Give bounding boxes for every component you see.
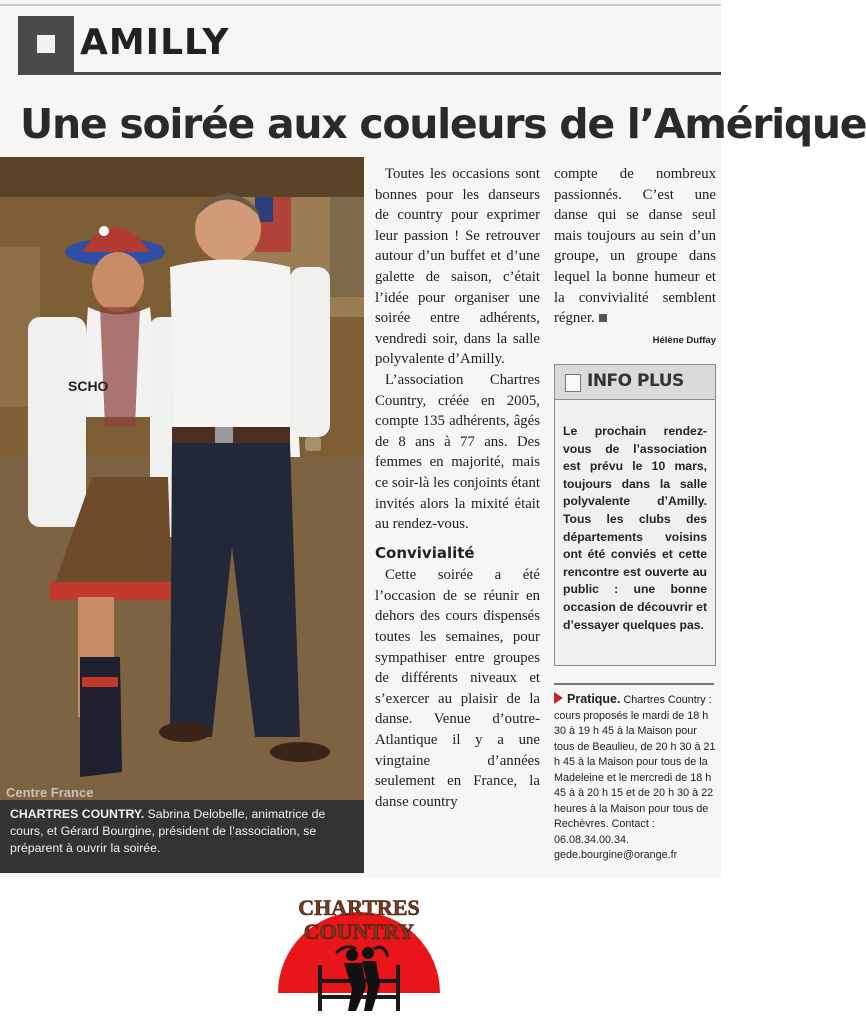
article-paragraph-2: L’association Chartres Country, créée en 2005, compte 135 adhérents, âgés de 8 ans à 77 ans. Des femmes en majorité, mais ce soir-là les conjoints étant invités alors la mixité était au rendez-vous. (375, 371, 540, 533)
photo-watermark: Centre France (6, 785, 94, 800)
pratique-text: Chartres Country : cours proposés le mardi de 18 h 30 à 19 h 45 à la Maison pour tous de Beaulieu, de 20 h 30 à 21 h 45 à la Maison pour tous de la Madeleine et le mercredi de 18 h 45 à à 20 h 15 et de 20 h 30 à 22 heures à la Maison pour tous de Rechèvres. Contact : 06.08.34.00.34. gede.bourgine@orange.fr (554, 694, 716, 861)
headline: Une soirée aux couleurs de l’Amérique (20, 100, 866, 148)
info-square-icon (565, 374, 581, 392)
caption-title: CHARTRES COUNTRY. (10, 807, 145, 821)
article-column-2 (554, 164, 716, 351)
article-author: Hélène Duffay (652, 334, 716, 346)
pratique-label: Pratique. (567, 692, 621, 706)
photo-illustration (0, 157, 364, 800)
article-paragraph-1: Toutes les occasions sont bonnes pour les danseurs de country pour exprimer leur passion ! Se retrouver autour d’un buffet et d’une galette de saison, c’était l’idée pour organiser une soirée entre adhérents, vendredi soir, dans la salle polyvalente d’Amilly. (375, 166, 540, 368)
article-subhead: Convivialité (375, 543, 475, 562)
article-photo (0, 157, 364, 800)
pratique-block (554, 692, 716, 864)
end-mark-icon (599, 314, 607, 322)
section-header (18, 16, 721, 74)
logo-line-1: CHARTRES (298, 895, 420, 920)
article-paragraph-4: compte de nombreux passionnés. C’est une danse qui se danse seul mais toujours au sein d’un groupe, un groupe dans lequel la bonne humeur et la convivialité semblent régner. (554, 166, 716, 327)
article-column-1 (375, 164, 540, 812)
info-plus-title: INFO PLUS (587, 371, 684, 391)
top-rule (0, 4, 721, 6)
pratique-rule (554, 683, 714, 685)
section-title: AMILLY (80, 22, 230, 63)
photo-caption (0, 800, 364, 873)
logo-graphic (276, 883, 442, 1017)
logo-line-2: COUNTRY (303, 919, 415, 944)
shirt-print: SCHO (68, 378, 109, 394)
info-plus-header (555, 365, 715, 400)
arrow-right-icon (554, 692, 563, 704)
article-paragraph-3: Cette soirée a été l’occasion de se réunir en dehors des cours dispensés toutes les semaines, pour sympathiser entre groupes de différents niveaux et s’exercer au plaisir de la danse. Venue d’outre-Atlantique il y a une vingtaine d’années seulement en France, la danse country (375, 567, 540, 810)
section-rule (18, 72, 721, 75)
caption-text: Sabrina Delobelle, animatrice de cours, et Gérard Bourgine, président de l’association, se préparent à ouvrir la soirée. (10, 807, 326, 855)
info-plus-body: Le prochain rendez-vous de l’association est prévu le 10 mars, toujours dans la salle polyvalente d’Amilly. Tous les clubs des départements voisins ont été conviés et cette rencontre est ouverte au public : une bonne occasion de découvrir et d’essayer quelques pas. (563, 424, 707, 632)
info-plus-box (554, 364, 716, 666)
section-square-icon (18, 16, 74, 72)
chartres-country-logo (276, 883, 442, 1017)
